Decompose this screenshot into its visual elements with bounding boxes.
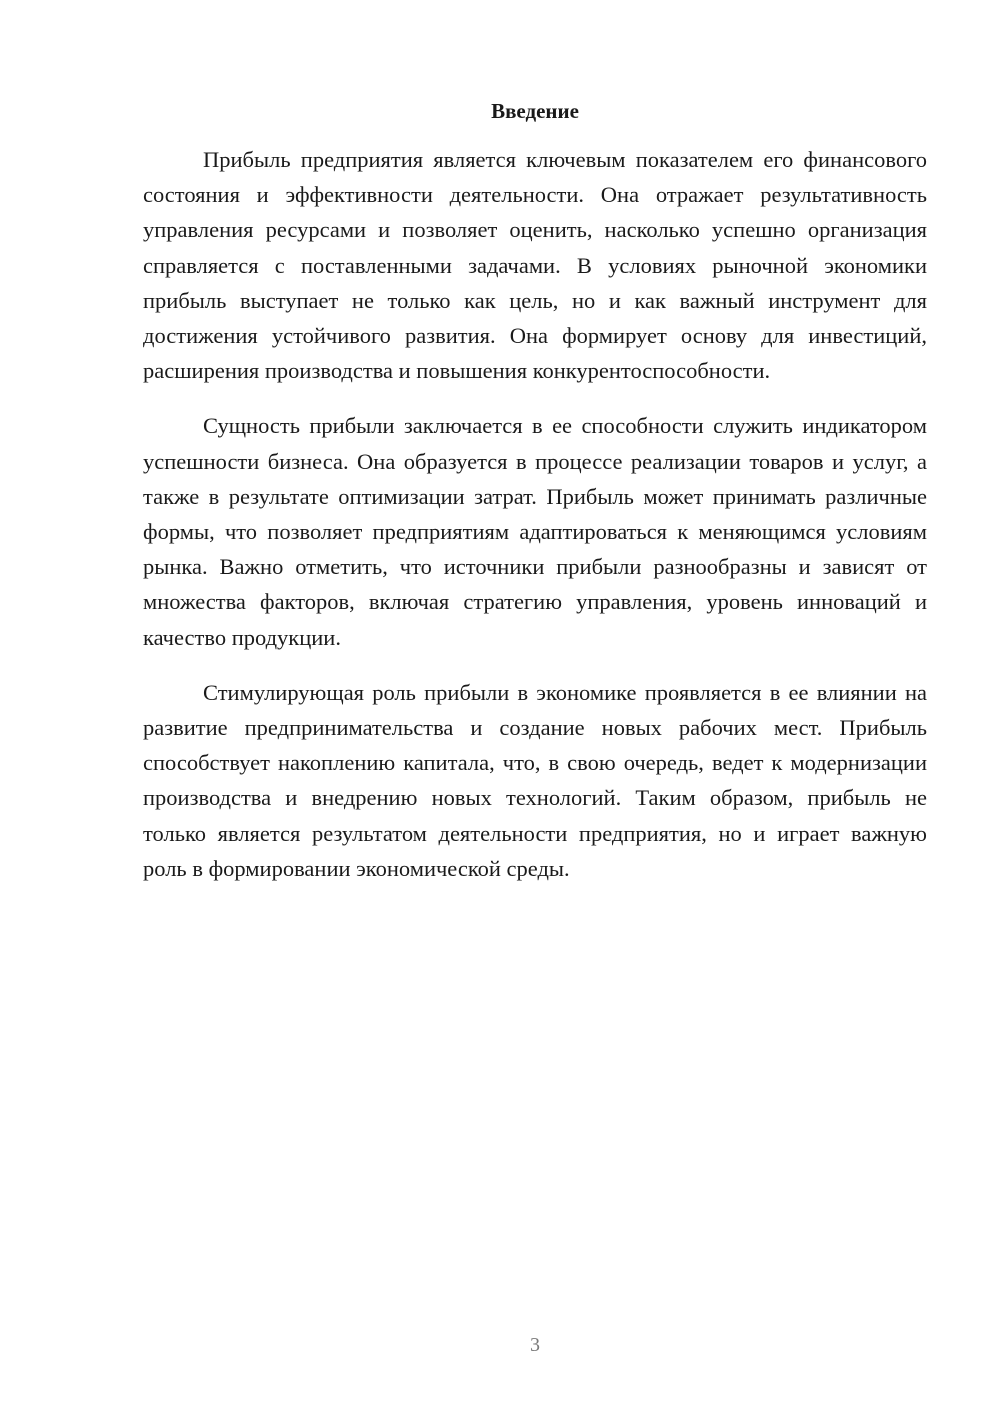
page-number: 3 — [530, 1334, 540, 1356]
paragraph-1: Прибыль предприятия является ключевым показателем его финансового состояния и эффективности деятельности. Она отражает результативность управления ресурсами и позволяет оценить, насколько успешно организация справляется с поставленными задачами. В условиях рыночной экономики прибыль выступает не только как цель, но и как важный инструмент для достижения устойчивого развития. Она формирует основу для инвестиций, расширения производства и повышения конкурентоспособности. — [143, 147, 927, 384]
body-text — [143, 142, 927, 906]
paragraph-3: Стимулирующая роль прибыли в экономике проявляется в ее влиянии на развитие предпринимательства и создание новых рабочих мест. Прибыль способствует накоплению капитала, что, в свою очередь, ведет к модернизации производства и внедрению новых технологий. Таким образом, прибыль не только является результатом деятельности предприятия, но и играет важную роль в формировании экономической среды. — [143, 679, 927, 881]
paragraph-2: Сущность прибыли заключается в ее способности служить индикатором успешности бизнеса. Она образуется в процессе реализации товаров и услуг, а также в результате оптимизации затрат. Прибыль может принимать различные формы, что позволяет предприятиям адаптироваться к меняющимся условиям рынка. Важно отметить, что источники прибыли разнообразны и зависят от множества факторов, включая стратегию управления, уровень инноваций и качество продукции. — [143, 413, 927, 650]
section-heading: Введение — [491, 99, 579, 123]
